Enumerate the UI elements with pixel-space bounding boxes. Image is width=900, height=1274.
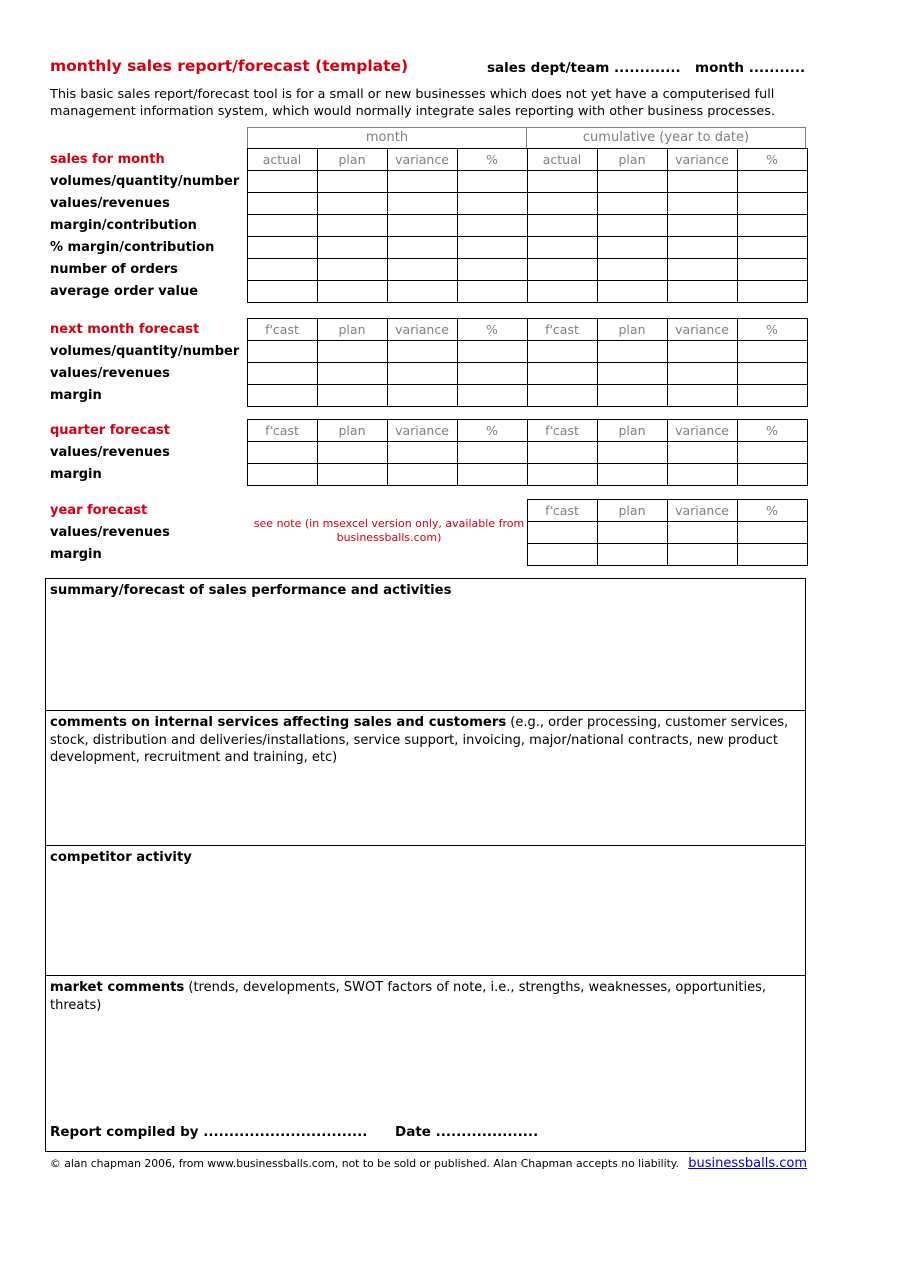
input-cell[interactable] [317,442,387,464]
column-header: f'cast [247,420,317,442]
input-cell[interactable] [667,341,737,363]
report-compiled-by-field[interactable]: Report compiled by ................................ [50,1123,368,1140]
column-header: % [737,149,807,171]
column-header: f'cast [527,319,597,341]
input-cell[interactable] [737,464,807,486]
column-header: % [457,420,527,442]
row-label: margin/contribution [50,218,197,233]
input-cell[interactable] [737,522,807,544]
comments-box [45,578,806,1152]
column-header: plan [597,149,667,171]
section-title: next month forecast [50,322,200,337]
input-cell[interactable] [247,341,317,363]
column-header: plan [597,500,667,522]
section-title: sales for month [50,152,165,167]
input-cell[interactable] [457,363,527,385]
input-cell[interactable] [317,215,387,237]
input-cell[interactable] [457,259,527,281]
input-cell[interactable] [317,171,387,193]
competitor-activity-section[interactable] [46,846,805,976]
input-cell[interactable] [387,363,457,385]
year-forecast-note: see note (in msexcel version only, available from businessballs.com) [253,517,525,544]
input-cell[interactable] [247,259,317,281]
date-field[interactable]: Date .................... [395,1123,539,1140]
row-label: % margin/contribution [50,240,215,255]
row-label: margin [50,547,102,562]
input-cell[interactable] [457,341,527,363]
input-cell[interactable] [387,281,457,303]
quarter-forecast-table [50,419,808,486]
column-header: variance [667,420,737,442]
input-cell[interactable] [737,259,807,281]
input-cell[interactable] [247,385,317,407]
input-cell[interactable] [317,281,387,303]
market-comments-title: market comments [50,980,185,995]
input-cell[interactable] [247,464,317,486]
section-title: quarter forecast [50,423,170,438]
input-cell[interactable] [317,259,387,281]
row-label: volumes/quantity/number [50,344,240,359]
column-header: % [737,420,807,442]
input-cell[interactable] [387,215,457,237]
section-title-cell [50,500,247,522]
section-title-cell [50,420,247,442]
input-cell[interactable] [457,237,527,259]
input-cell[interactable] [527,442,597,464]
input-cell[interactable] [387,464,457,486]
row-label: number of orders [50,262,178,277]
input-cell[interactable] [667,464,737,486]
group-header-cumulative: cumulative (year to date) [526,127,806,149]
row-label: values/revenues [50,525,170,540]
column-header: % [457,149,527,171]
column-header: variance [387,149,457,171]
sales-dept-team-field[interactable]: sales dept/team ............. [487,60,681,76]
input-cell[interactable] [457,281,527,303]
input-cell[interactable] [667,281,737,303]
column-header: plan [317,420,387,442]
column-header: plan [597,420,667,442]
input-cell[interactable] [597,193,667,215]
input-cell[interactable] [317,237,387,259]
input-cell[interactable] [667,442,737,464]
input-cell[interactable] [247,281,317,303]
input-cell[interactable] [597,522,667,544]
input-cell[interactable] [667,385,737,407]
input-cell[interactable] [457,171,527,193]
input-cell[interactable] [737,544,807,566]
input-cell[interactable] [247,215,317,237]
input-cell[interactable] [667,363,737,385]
column-header: f'cast [527,500,597,522]
input-cell[interactable] [667,237,737,259]
table-group-header [247,127,806,149]
input-cell[interactable] [527,193,597,215]
group-header-month: month [247,127,527,149]
intro-line-1: This basic sales report/forecast tool is for a small or new businesses which does not yet have a computerised full [50,87,775,102]
internal-services-detail: (e.g., order processing, customer services, stock, distribution and deliveries/installations, service support, invoicing, major/national contracts, new product development, recruitment and training, etc) [50,715,789,765]
input-cell[interactable] [737,385,807,407]
row-label: values/revenues [50,196,170,211]
next-month-forecast-table [50,318,808,407]
input-cell[interactable] [527,544,597,566]
input-cell[interactable] [527,341,597,363]
input-cell[interactable] [457,464,527,486]
input-cell[interactable] [317,193,387,215]
input-cell[interactable] [387,237,457,259]
summary-section[interactable] [46,579,805,711]
column-header: variance [667,500,737,522]
input-cell[interactable] [527,237,597,259]
input-cell[interactable] [527,363,597,385]
input-cell[interactable] [667,215,737,237]
input-cell[interactable] [597,442,667,464]
column-header: % [737,500,807,522]
input-cell[interactable] [527,464,597,486]
input-cell[interactable] [597,259,667,281]
internal-services-section[interactable] [46,711,805,846]
column-header: variance [387,319,457,341]
row-label: volumes/quantity/number [50,174,240,189]
input-cell[interactable] [597,237,667,259]
input-cell[interactable] [667,544,737,566]
input-cell[interactable] [527,522,597,544]
copyright-text: © alan chapman 2006, from www.businessballs.com, not to be sold or published. Alan Chapman accepts no liability. [50,1157,680,1170]
column-header: plan [317,149,387,171]
input-cell[interactable] [527,215,597,237]
input-cell[interactable] [527,259,597,281]
input-cell[interactable] [597,215,667,237]
input-cell[interactable] [387,193,457,215]
input-cell[interactable] [387,442,457,464]
column-header: plan [317,319,387,341]
input-cell[interactable] [737,193,807,215]
column-header: f'cast [247,319,317,341]
input-cell[interactable] [737,171,807,193]
input-cell[interactable] [457,442,527,464]
row-label: values/revenues [50,445,170,460]
input-cell[interactable] [527,281,597,303]
column-header: f'cast [527,420,597,442]
input-cell[interactable] [247,193,317,215]
input-cell[interactable] [387,171,457,193]
intro-line-2: management information system, which would normally integrate sales reporting with other business processes. [50,103,776,119]
input-cell[interactable] [667,259,737,281]
summary-title: summary/forecast of sales performance and activities [50,583,452,598]
input-cell[interactable] [247,171,317,193]
input-cell[interactable] [457,193,527,215]
market-comments-detail: (trends, developments, SWOT factors of note, i.e., strengths, weaknesses, opportunities, threats) [50,980,766,1013]
section-title-cell [50,319,247,341]
input-cell[interactable] [737,341,807,363]
input-cell[interactable] [667,522,737,544]
month-field[interactable]: month ........... [695,60,806,76]
intro-text [50,87,775,120]
input-cell[interactable] [597,281,667,303]
column-header: % [737,319,807,341]
input-cell[interactable] [597,385,667,407]
input-cell[interactable] [247,363,317,385]
businessballs-link[interactable]: businessballs.com [688,1156,807,1171]
signature-row [50,1124,538,1142]
input-cell[interactable] [667,193,737,215]
input-cell[interactable] [597,544,667,566]
input-cell[interactable] [317,385,387,407]
input-cell[interactable] [737,281,807,303]
input-cell[interactable] [737,442,807,464]
competitor-activity-title: competitor activity [50,850,192,865]
column-header: actual [527,149,597,171]
input-cell[interactable] [457,215,527,237]
page-title: monthly sales report/forecast (template) [50,57,409,75]
input-cell[interactable] [597,341,667,363]
section-title: year forecast [50,503,148,518]
input-cell[interactable] [247,442,317,464]
column-header: plan [597,319,667,341]
column-header: variance [667,319,737,341]
row-label: average order value [50,284,199,299]
input-cell[interactable] [317,363,387,385]
market-comments-section[interactable] [46,976,805,1151]
input-cell[interactable] [317,341,387,363]
input-cell[interactable] [597,363,667,385]
input-cell[interactable] [737,215,807,237]
column-header: % [457,319,527,341]
row-label: margin [50,467,102,482]
input-cell[interactable] [737,363,807,385]
input-cell[interactable] [527,385,597,407]
footer [50,1156,807,1171]
column-header: variance [387,420,457,442]
input-cell[interactable] [667,171,737,193]
section-title-cell [50,149,247,171]
internal-services-title: comments on internal services affecting sales and customers [50,715,507,730]
row-label: margin [50,388,102,403]
input-cell[interactable] [387,259,457,281]
column-header: variance [667,149,737,171]
input-cell[interactable] [387,341,457,363]
input-cell[interactable] [597,171,667,193]
input-cell[interactable] [597,464,667,486]
input-cell[interactable] [527,171,597,193]
column-header: actual [247,149,317,171]
row-label: values/revenues [50,366,170,381]
input-cell[interactable] [387,385,457,407]
input-cell[interactable] [247,237,317,259]
input-cell[interactable] [317,464,387,486]
input-cell[interactable] [457,385,527,407]
sales-for-month-table [50,148,808,303]
input-cell[interactable] [737,237,807,259]
